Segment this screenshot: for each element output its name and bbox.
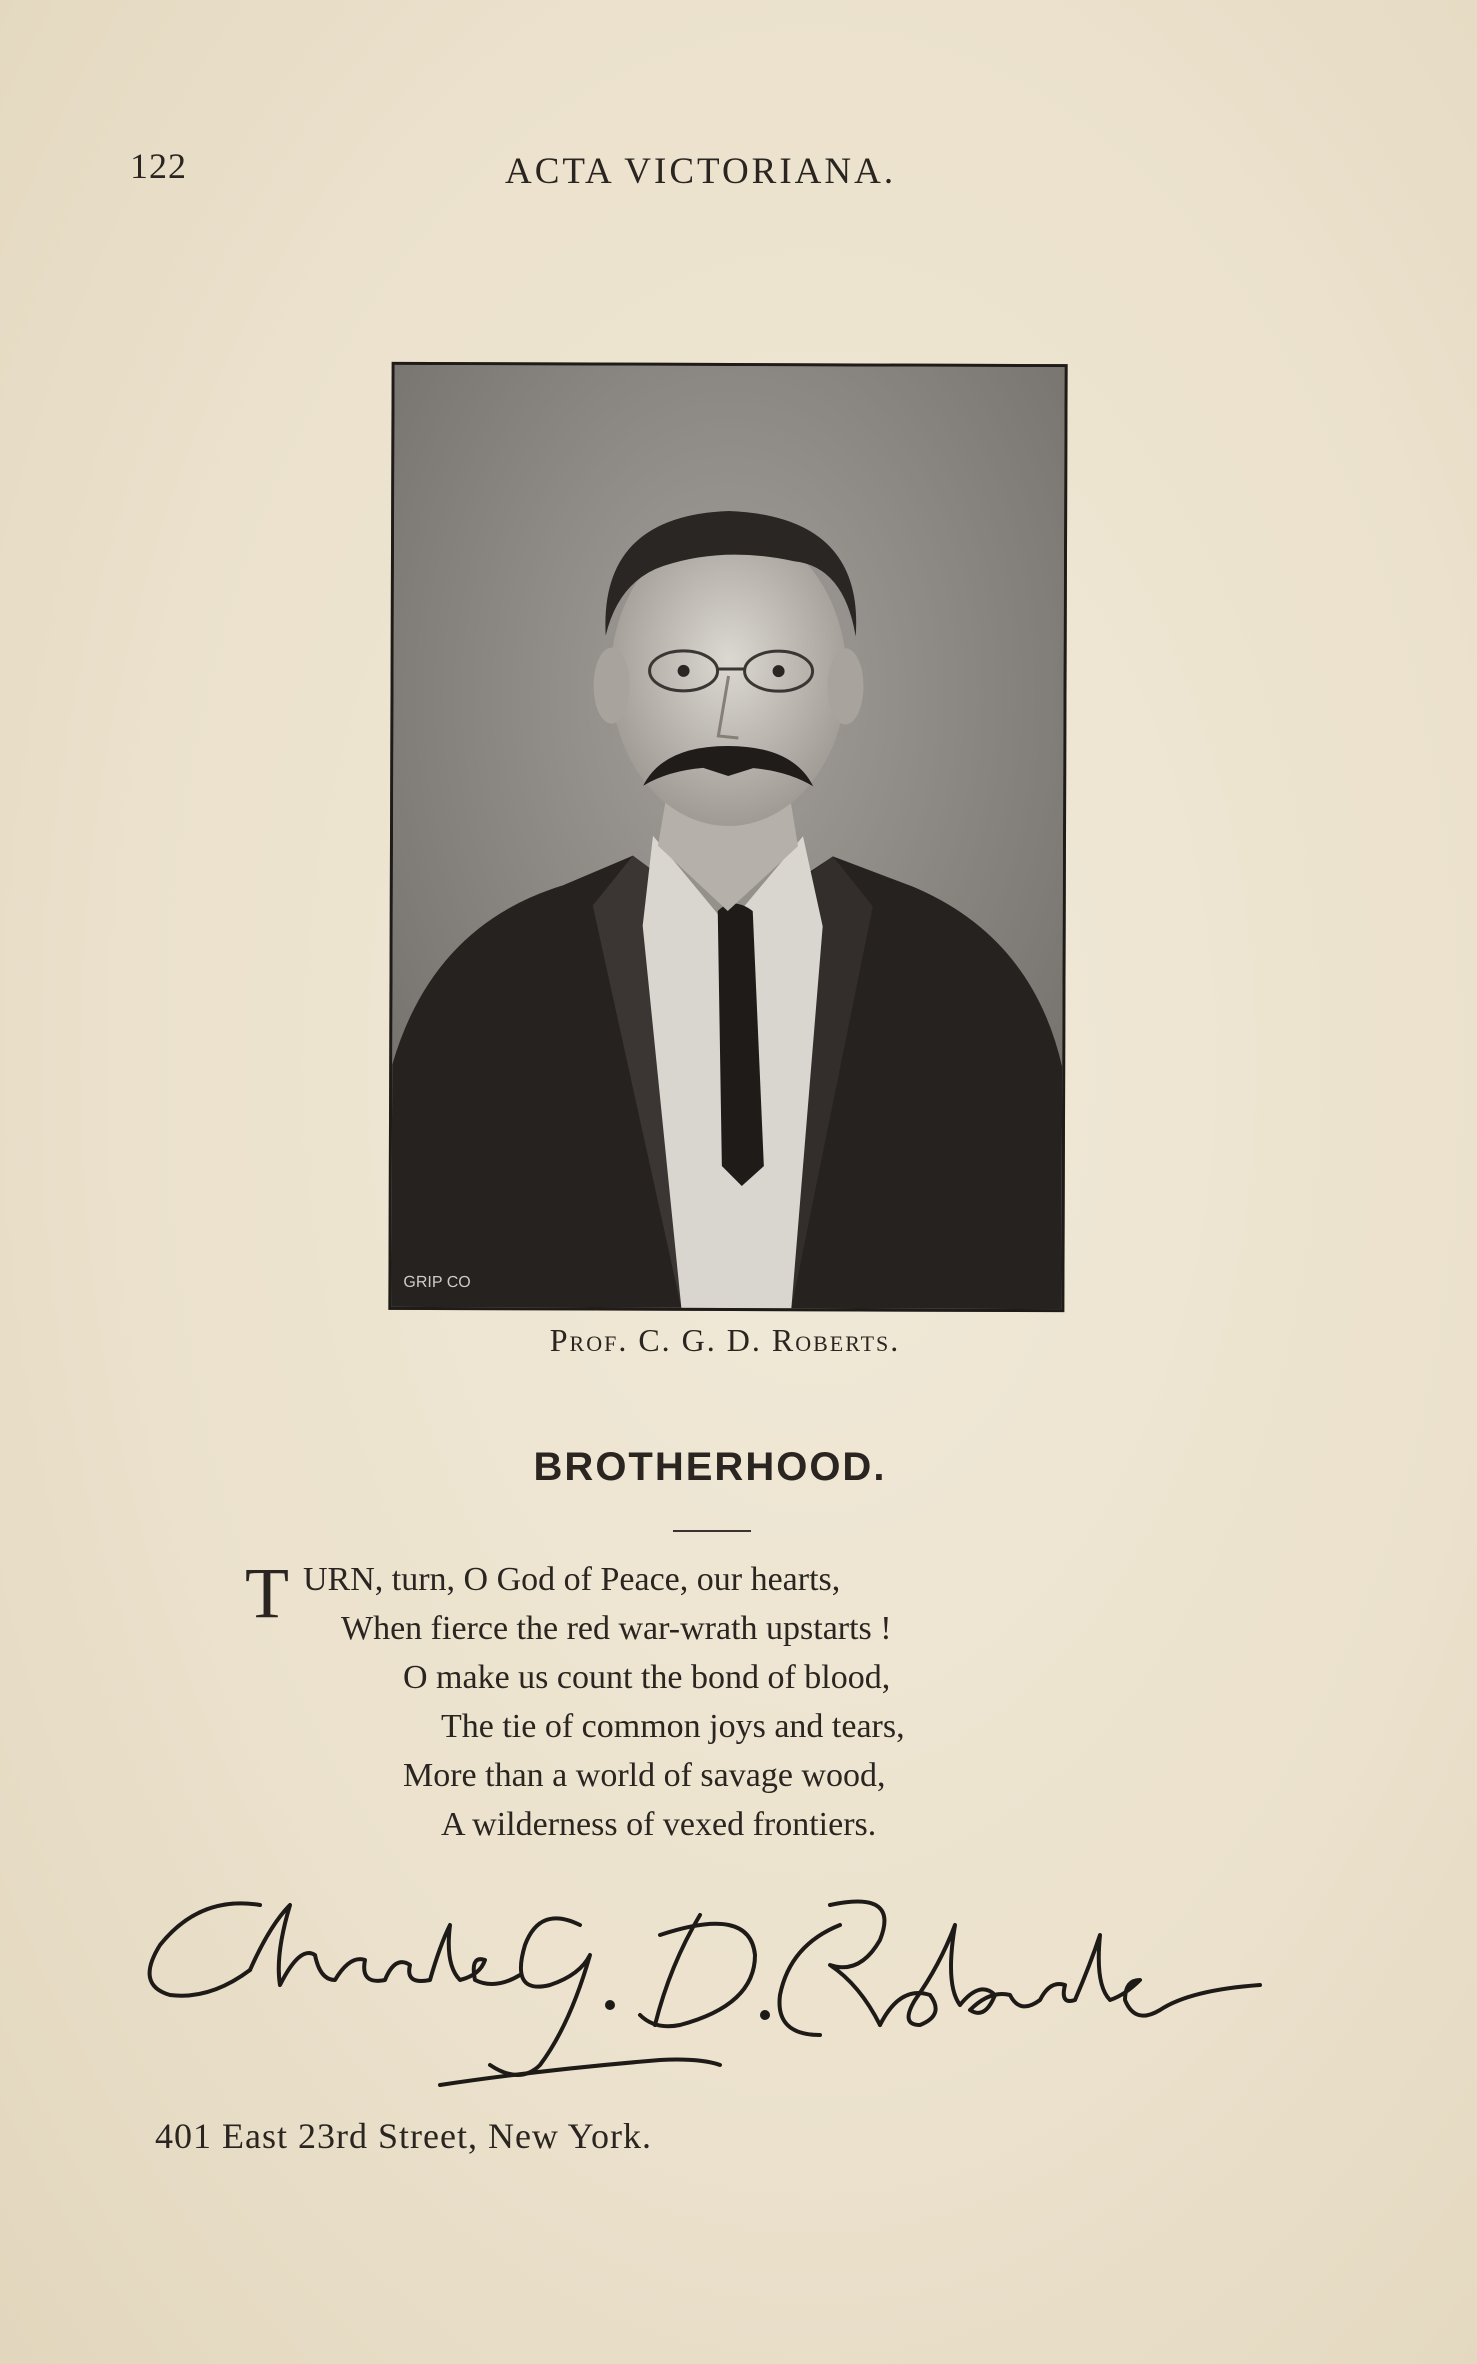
portrait-caption: Prof. C. G. D. Roberts.: [549, 1322, 901, 1358]
portrait-photo: [388, 362, 1067, 1312]
poem-line-text: A wilderness of vexed frontiers.: [441, 1806, 877, 1843]
poem-line-3: [245, 1653, 1045, 1702]
poem-line-text: O make us count the bond of blood,: [403, 1659, 891, 1696]
poem-line-2: [245, 1604, 1045, 1653]
portrait-illustration: [391, 365, 1064, 1309]
poem-line-6: [245, 1800, 1045, 1849]
title-divider: [673, 1530, 751, 1532]
drop-cap: T: [245, 1553, 289, 1633]
poem-line-text: More than a world of savage wood,: [403, 1757, 886, 1794]
page-number: 122: [130, 146, 187, 186]
running-head: ACTA VICTORIANA.: [505, 151, 897, 192]
poem-body: [245, 1555, 1045, 1849]
poem-line-text: The tie of common joys and tears,: [441, 1708, 905, 1745]
poem-line-5: [245, 1751, 1045, 1800]
poem-title: BROTHERHOOD.: [533, 1445, 887, 1489]
signature-text: Charles G. D. Roberts: [140, 1885, 149, 1886]
photo-credit: GRIP CO: [403, 1273, 471, 1292]
poem-line-4: [245, 1702, 1045, 1751]
poem-line-text: When fierce the red war-wrath upstarts !: [341, 1610, 892, 1647]
handwritten-signature: [140, 1885, 1270, 2105]
address: 401 East 23rd Street, New York.: [155, 2116, 652, 2156]
poem-line-text: URN, turn, O God of Peace, our hearts,: [303, 1561, 841, 1598]
